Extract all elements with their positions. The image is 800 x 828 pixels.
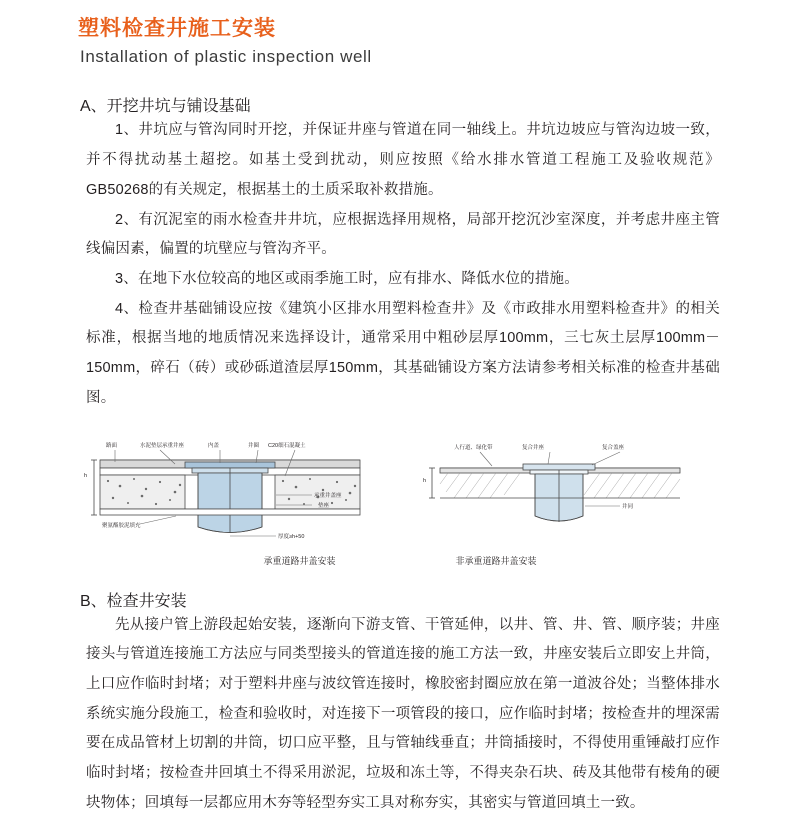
figure-label: 复合盖座 [602, 444, 625, 451]
figure-svg [80, 432, 720, 552]
figure-inspection-well-diagrams [80, 432, 720, 566]
page-title-cn: 塑料检查井施工安装 [78, 17, 276, 40]
section-heading-b [80, 588, 760, 611]
section-a-body [86, 116, 720, 413]
figure-label: 承重井盖座 [314, 492, 342, 499]
paragraph: 2、有沉泥室的雨水检查井井坑，应根据选择用规格，局部开挖沉沙室深度，并考虑井座主管线偏因素，偏置的坑壁应与管沟齐平。 [86, 211, 720, 258]
page-title-en: Installation of plastic inspection well [80, 47, 372, 67]
figure-caption-right: 非承重道路井盖安装 [455, 555, 537, 566]
figure-caption-left: 承重道路井盖安装 [263, 555, 336, 566]
section-b-body [86, 611, 720, 819]
figure-dim-label: h [84, 472, 88, 479]
figure-label: 厚度≥h+50 [278, 533, 305, 540]
figure-label: C20细石混凝土 [268, 442, 306, 449]
figure-label: 复合井座 [522, 444, 545, 451]
section-heading-a [80, 93, 760, 116]
section-heading-a-label: A、开挖井坑与铺设基础 [80, 98, 251, 116]
figure-label: 人行道、绿化带 [454, 444, 493, 451]
figure-label: 聚氨酯胶泥填充 [102, 522, 141, 529]
figure-label: 井同 [622, 503, 634, 510]
paragraph: 先从接户管上游段起始安装，逐渐向下游支管、干管延伸，以井、管、井、管、顺序装；井座接头与管道连接施工方法应与同类型接头的管道连接的施工方法一致，井座安装后立即安上井筒，上口应作临时封堵；对于塑料井座与波纹管连接时，橡胶密封圈应放在第一道波谷处；当整体排水系统实施分段施工，检查和验收时，对连接下一项管段的接口，应作临时封堵；按检查井的埋深需要在成品管材上切割的井筒，切口应平整，且与管轴线垂直；井筒插接时，不得使用重锤敲打应作临时封堵；按检查井回填土不得采用淤泥，垃圾和冻土等，不得夹杂石块、砖及其他带有棱角的硬块物体；回填每一层都应用木夯等轻型夯实工具对称夯实，其密实与管道回填土一致。 [86, 616, 720, 811]
figure-label: 井圈 [248, 442, 260, 449]
paragraph: 4、检查井基础铺设应按《建筑小区排水用塑料检查井》及《市政排水用塑料检查井》的相关标准，根据当地的地质情况来选择设计，通常采用中粗砂层厚100mm，三七灰土层厚100mm－150mm，碎石（砖）或砂砾道渣层厚150mm，其基础铺设方案方法请参考相关标准的检查井基础图。 [86, 300, 720, 406]
figure-label: 内盖 [208, 442, 220, 449]
figure-label: 路面 [106, 442, 118, 449]
figure-captions [80, 554, 720, 567]
paragraph: 3、在地下水位较高的地区或雨季施工时，应有排水、降低水位的措施。 [115, 270, 579, 287]
figure-dim-label: h [423, 477, 427, 484]
figure-label: 垫座 [318, 502, 330, 509]
section-heading-b-label: B、检查井安装 [80, 592, 187, 610]
figure-label: 水泥垫层承重井座 [140, 442, 185, 449]
paragraph: 1、井坑应与管沟同时开挖，并保证井座与管道在同一轴线上。井坑边坡应与管沟边坡一致，并不得扰动基土超挖。如基土受到扰动，则应按照《给水排水管道工程施工及验收规范》GB50268的有关规定，根据基土的土质采取补救措施。 [86, 122, 720, 198]
